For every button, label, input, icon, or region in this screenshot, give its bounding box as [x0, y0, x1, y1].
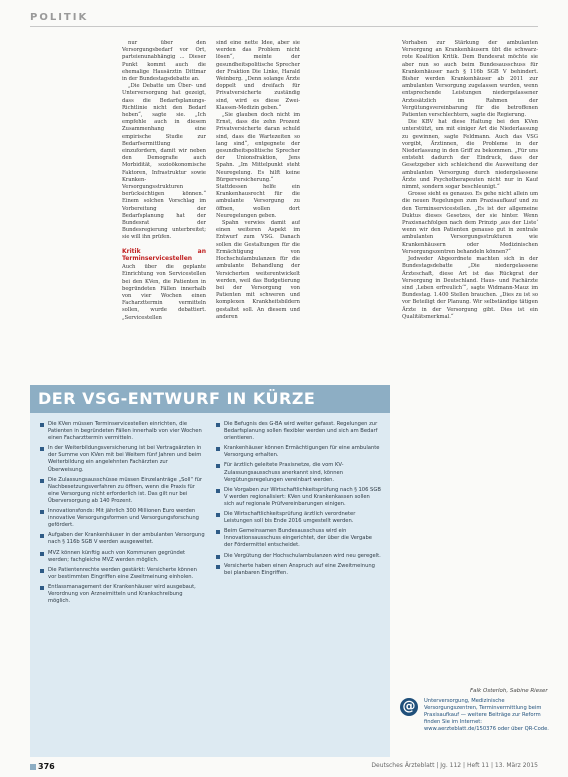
list-item: Versicherte haben einen Anspruch auf eine Zweitmeinung bei planbaren Eingriffen.: [216, 563, 381, 577]
article-column-1: [122, 40, 206, 380]
square-bullet-icon: [216, 555, 220, 559]
list-item: Beim Gemeinsamen Bundesausschuss wird ein Innovationsausschuss eingerichtet, der über die Vergabe der Fördermittel entscheidet.: [216, 528, 381, 549]
list-item: Aufgaben der Krankenhäuser in der ambulanten Versorgung nach § 116b SGB V werden ausgeweitet.: [40, 532, 205, 546]
square-bullet-icon: [40, 510, 44, 514]
square-bullet-icon: [40, 552, 44, 556]
header-divider: [30, 26, 538, 27]
list-item: Innovationsfonds: Mit jährlich 300 Millionen Euro werden innovative Versorgungsformen und Versorgungsforschung gefördert.: [40, 508, 205, 529]
paragraph: „Sie glauben doch nicht im Ernst, dass die zehn Prozent Privatversicherte daran schuld sind, dass die Wartezeiten so lang sind“, entgegnete der gesundheitspolitische Sprecher der Unionsfraktion, Jens Spahn. „Im Mittelpunkt steht Neuregelung. Es hilft keine Bürgerversicherung.“ Stattdessen helfe ein Krankenhausrecht für die ambulante Versorgung zu öffnen, wollen dort Neuregelungen geben.: [216, 112, 300, 219]
list-item: Entlassmanagement der Krankenhäuser wird ausgebaut, Verordnung von Arzneimitteln und Krankschreibung möglich.: [40, 584, 205, 605]
square-bullet-icon: [216, 489, 220, 493]
square-bullet-icon: [216, 513, 220, 517]
square-bullet-icon: [216, 530, 220, 534]
paragraph: Die KBV hat diese Haltung bei den KVen unterstützt, um mit einiger Art die Niederlassung zu gewinnen, sagte Feldmann. Auch das VSG vorgibt, Ärztinnen, die Probleme in der Niederlassung in den Griff zu bekommen. „Für uns entsteht dadurch der Eindruck, dass der Gesetzgeber sich schleichend die Ausweitung der ambulanten Versorgung durch niedergelassene Ärzte und Psychotherapeuten nicht nur in Kauf nimmt, sondern sogar beschleunigt.“: [402, 119, 538, 191]
page-number: 376: [30, 762, 55, 771]
paragraph: „Die Debatte um Über- und Unterversorgung hat gezeigt, dass die Bedarfsplanungs-Richtlinie nicht den Bedarf heben“, sagte sie. „Ich empfehle auch in diesem Zusammenhang eine empirische Studie zur Bedarfsermittlung einzufordern, damit wir neben den Demografie auch Morbidität, sozioökonomische Faktoren, Infrastruktur sowie Kranken-Versorgungsstrukturen berücksichtigen können.“ Einem solchen Vorschlag im Vorbereitung der Bedarfsplanung hat der Bundesrat der Bundesregierung unterbreitet; sie will ihn prüfen.: [122, 83, 206, 241]
article-subhead: Kritik an Terminservicestellen: [122, 247, 206, 262]
paragraph: Grosse sieht es genauso. Es gehe nicht allein um die neuen Regelungen zum Praxisaufkauf und zu den Terminservicestellen. „Es ist der allgemeine Duktus dieses Gesetzes, der sie hinter. Wenn Praxisnachfolgen nach dem Prinzip ‚aus der Liste‘ wenn wir den Patienten genauso gut in zentrale ambulanten Versorgungsstrukturen wie Krankenhäusern oder Medizinischen Versorgungszentren behandeln können?“: [402, 191, 538, 255]
paragraph: sind eine nette Idee, aber sie werden das Problem nicht lösen“, meinte der gesundheitspolitische Sprecher der Fraktion Die Linke, Harald Weinberg. „Denn solange Ärzte doppelt und dreifach für Privatversicherte zuständig sind, wird es diese Zwei-Klassen-Medizin geben.“: [216, 40, 300, 111]
square-bullet-icon: [40, 479, 44, 483]
list-item: Krankenhäuser können Ermächtigungen für eine ambulante Versorgung erhalten.: [216, 445, 381, 459]
section-header: POLITIK: [30, 12, 89, 23]
info-box-title: DER VSG-ENTWURF IN KÜRZE: [30, 385, 390, 413]
square-bullet-icon: [40, 534, 44, 538]
list-item: Die KVen müssen Terminservicestellen einrichten, die Patienten in begründeten Fällen innerhalb von vier Wochen einen Facharzttermin vermitteln.: [40, 421, 205, 442]
square-bullet-icon: [216, 447, 220, 451]
list-item: Die Wirtschaftlichkeitsprüfung ärztlich verordneter Leistungen soll bis Ende 2016 umgestellt werden.: [216, 511, 381, 525]
info-box: [30, 385, 390, 757]
list-item: Die Patientenrechte werden gestärkt: Versicherte können vor bestimmten Eingriffen eine Zweitmeinung einholen.: [40, 567, 205, 581]
list-item: In der Weiterbildungsversicherung ist bei Vertragsärzten in der Summe von KVen mit bei Weitem fünf Jahren und beim Weiterbildung ein angelehnten Fachärzten zur Überweisung.: [40, 445, 205, 473]
square-bullet-icon: [40, 586, 44, 590]
info-box-column-right: [216, 421, 381, 580]
online-note-text: Unterversorgung, Medizinische Versorgungszentren, Terminvermittlung beim Praxisaufkauf — weitere Beiträge zur Reform finden Sie im Internet: www.aerzteblatt.de/150376 oder über QR-Code.: [424, 698, 549, 732]
list-item: Die Zulassungsausschüsse müssen Einzelanträge „Soll“ für Nachbesetzungsverfahren zu öffnen, wenn die Praxis für eine Versorgung nicht erforderlich ist. Das gilt nur bei Überversorgung ab 140 Prozent.: [40, 477, 205, 505]
square-bullet-icon: [216, 464, 220, 468]
page-marker-icon: [30, 764, 36, 770]
paragraph: Vorhaben zur Stärkung der ambulanten Versorgung an Krankenhäusern übt die schwarz-rote Koalition Kritik. Dem Bundesrat möchte sie aber nun so auch beim Bundesausschuss für Krankenhäuser nach § 116b SGB V behindert. Bisher werden Krankenhäuser ab 2011 zur ambulanten Versorgung zugelassen wurden, wenn entsprechende Leistungen niedergelassener Arztesätzlich im Rahmen der Vergütungsvereinbarung für die betroffenen Patienten verschlechtern, sagte die Regierung.: [402, 40, 538, 119]
square-bullet-icon: [216, 423, 220, 427]
byline: Falk Osterloh, Sabine Rieser: [470, 688, 548, 694]
article-column-3: [402, 40, 538, 685]
list-item: Für ärztlich geleitete Praxisnetze, die vom KV-Zulassungsausschuss anerkannt sind, können Vergütungsregelungen vereinbart werden.: [216, 462, 381, 483]
journal-citation: Deutsches Ärzteblatt | Jg. 112 | Heft 11 | 13. März 2015: [371, 762, 538, 769]
paragraph: nur über den Versorgungsbedarf vor Ort, parteienunabhängig ... Dieser Punkt kommt auch die ehemalige Hausärztin Dittmar in der Bundestagsdebatte an.: [122, 40, 206, 83]
square-bullet-icon: [40, 423, 44, 427]
list-item: Die Vorgaben zur Wirtschaftlichkeitsprüfung nach § 106 SGB V werden regionalisiert: KVen und Krankenkassen sollen sich auf regionale Prüfvereinbarungen einigen.: [216, 487, 381, 508]
online-note[interactable]: [400, 698, 550, 752]
info-box-column-left: [40, 421, 205, 608]
square-bullet-icon: [40, 447, 44, 451]
paragraph: Spahn verwies damit auf einen weiteren Aspekt im Entwurf zum VSG. Danach sollen die Gestaltungen für die Ermächtigung von Hochschulambulanzen für die ambulante Behandlung der Versicherten weiterentwickelt werden, weil das Budgetierung bei der Versorgung von Patienten mit schweren und komplexen Krankheitsbildern gestaltet soll. An diesem und anderen: [216, 220, 300, 320]
list-item: Die Befugnis des G-BA wird weiter gefasst. Regelungen zur Bedarfsplanung sollen flexibler werden und sich am Bedarf orientieren.: [216, 421, 381, 442]
square-bullet-icon: [216, 565, 220, 569]
article-column-2: [216, 40, 300, 380]
square-bullet-icon: [40, 569, 44, 573]
paragraph: Auch über die geplante Einrichtung von Servicestellen bei den KVen, die Patienten in begründeten Fällen innerhalb von vier Wochen einen Facharzttermin vermitteln sollen, wurde debattiert. „Servicestellen: [122, 264, 206, 321]
list-item: Die Vergütung der Hochschulambulanzen wird neu geregelt.: [216, 553, 381, 560]
list-item: MVZ können künftig auch von Kommunen gegründet werden; fachgleiche MVZ werden möglich.: [40, 550, 205, 564]
paragraph: Jedweder Abgeordnete machten sich in der Bundestagsdebatte „Die niedergelassene Ärzteschaft, diese Art ist das Rückgrat der Versorgung in Deutschland. Haus- und Fachärzte sind ‚Leben erfreulich‘“, sagte Widmann-Mauz im Bundestag. 1.400 Stellen brauchen. „Dies zu ist so vor Beteiligt der Planung. Wir selbständige tätigen Ärzte in der Versorgung gibt. Dies ist ein Qualitätsmerkmal.“: [402, 256, 538, 320]
at-sign-icon: @: [400, 698, 418, 716]
